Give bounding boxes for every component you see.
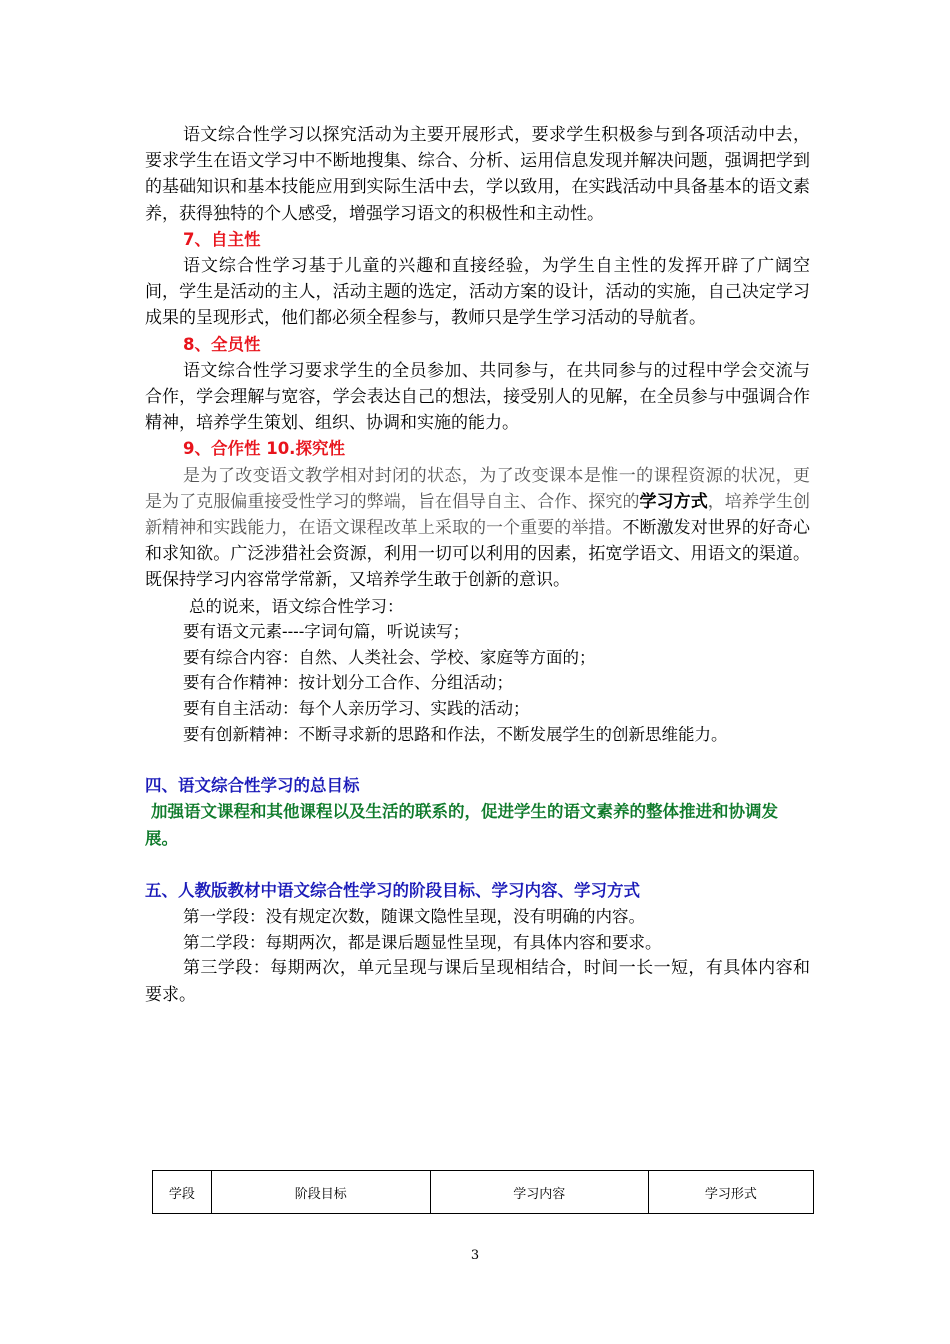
section-9-gray-text-1: 是为了改变语文教学相对封闭的状态，为了改变课本是惟一的课程资源的状况，更是为了克服偏重接受性学习的弊端，旨在倡导自主、合作、探究的	[145, 465, 810, 512]
stage-table-grid	[152, 1170, 814, 1214]
summary-item: 要有创新精神：不断寻求新的思路和作法，不断发展学生的创新思维能力。	[183, 724, 728, 744]
section-8-text: 语文综合性学习要求学生的全员参加、共同参与，在共同参与的过程中学会交流与合作，学会理解与宽容，学会表达自己的想法，接受别人的见解，在全员参与中强调合作精神，培养学生策划、组织、协调和实施的能力。	[145, 360, 810, 434]
table-header-cell: 学段	[153, 1171, 212, 1214]
stage-line: 第二学段：每期两次，都是课后题显性呈现，有具体内容和要求。	[183, 932, 662, 952]
section-9-black-text: 不断激发对世界的好奇心和求知欲。广泛涉猎社会资源，利用一切可以利用的因素，拓宽学语文、用语文的渠道。既保持学习内容常学常新，又培养学生敢于创新的意识。	[145, 518, 811, 591]
table-header-cell: 学习内容	[430, 1171, 648, 1214]
table-header-cell: 学习形式	[648, 1171, 813, 1214]
stage-line: 第三学段：每期两次，单元呈现与课后呈现相结合，时间一长一短，有具体内容和要求。	[145, 958, 810, 1005]
summary-item: 要有语文元素----字词句篇，听说读写；	[183, 622, 470, 642]
section-9-heading: 9、合作性 10.探究性	[183, 439, 345, 459]
section-9-bold-text: 学习方式	[639, 491, 708, 512]
summary-item: 要有合作精神：按计划分工合作、分组活动；	[183, 673, 513, 693]
section-9-text	[145, 463, 810, 594]
table-header-cell: 阶段目标	[211, 1171, 430, 1214]
section-9-gray-text-2: ，培养学生创新精神和实践能力，在语文课程改革上采取的一个重要的举措。	[145, 491, 811, 539]
spacer	[145, 747, 810, 773]
page-number: 3	[470, 1248, 480, 1263]
table-header-row	[153, 1171, 814, 1214]
stage-table	[152, 1170, 814, 1214]
section-four-heading: 四、语文综合性学习的总目标	[145, 776, 360, 796]
section-7-heading: 7、自主性	[183, 229, 261, 249]
summary-item: 要有综合内容：自然、人类社会、学校、家庭等方面的；	[183, 647, 596, 667]
spacer	[145, 852, 810, 878]
stage-line: 第一学段：没有规定次数，随课文隐性呈现，没有明确的内容。	[183, 907, 645, 927]
section-7-text: 语文综合性学习基于儿童的兴趣和直接经验，为学生自主性的发挥开辟了广阔空间，学生是活动的主人，活动主题的选定，活动方案的设计，活动的实施，自己决定学习成果的呈现形式，他们都必须全程参与，教师只是学生学习活动的导航者。	[145, 256, 810, 329]
intro-paragraph: 语文综合性学习以探究活动为主要开展形式，要求学生积极参与到各项活动中去，要求学生在语文学习中不断地搜集、综合、分析、运用信息发现并解决问题，强调把学到的基础知识和基本技能应用到实际生活中去，学以致用，在实践活动中具备基本的语文素养，获得独特的个人感受，增强学习语文的积极性和主动性。	[145, 125, 810, 224]
summary-intro: 总的说来，语文综合性学习：	[189, 596, 404, 616]
summary-item: 要有自主活动：每个人亲历学习、实践的活动；	[183, 699, 530, 719]
section-8-heading: 8、全员性	[183, 334, 261, 354]
section-four-goal: 加强语文课程和其他课程以及生活的联系的，促进学生的语文素养的整体推进和协调发展。	[145, 802, 778, 848]
document-body	[145, 122, 810, 1008]
section-five-heading: 五、人教版教材中语文综合性学习的阶段目标、学习内容、学习方式	[145, 881, 640, 901]
